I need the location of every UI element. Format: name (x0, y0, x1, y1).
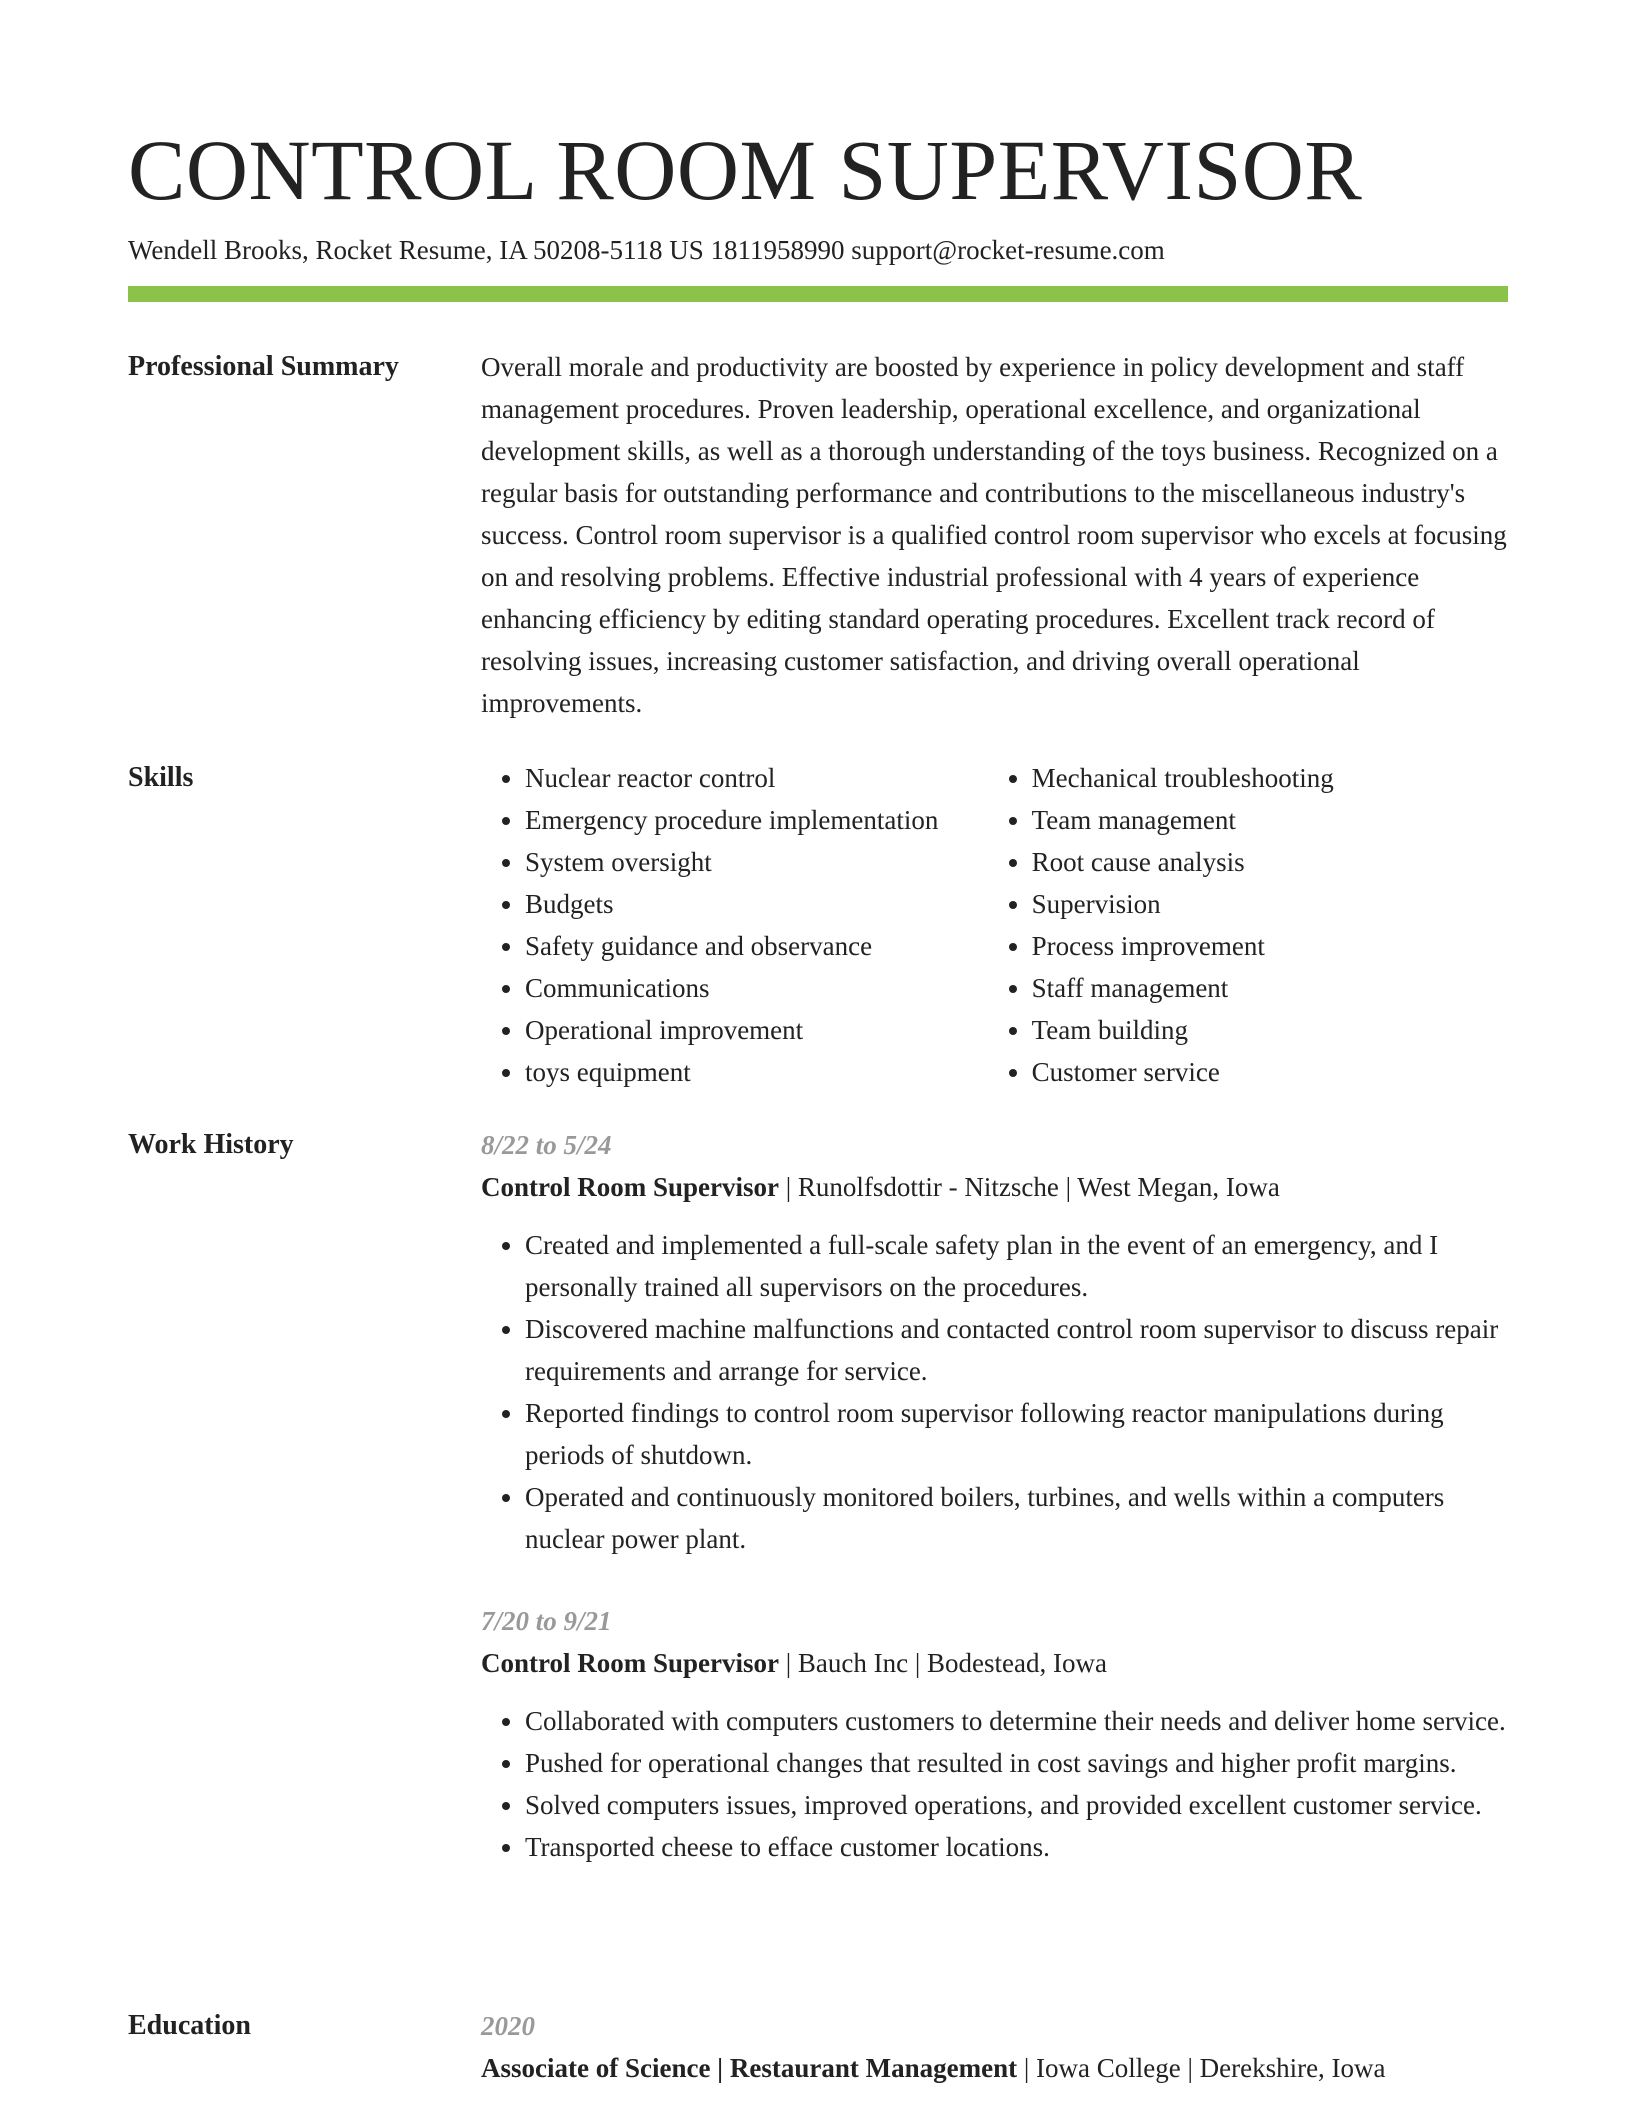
job-bullets (481, 1224, 1508, 1560)
skill-item: • Root cause analysis (1032, 841, 1508, 883)
skill-item: • Staff management (1032, 967, 1508, 1009)
education-school-location: | Iowa College | Derekshire, Iowa (1017, 2053, 1386, 2083)
job-bullet: • Operated and continuously monitored boilers, turbines, and wells within a computers nuclear power plant. (525, 1476, 1508, 1560)
job-bullet: • Pushed for operational changes that resulted in cost savings and higher profit margins. (525, 1742, 1508, 1784)
skill-item: • Process improvement (1032, 925, 1508, 967)
skill-item: • System oversight (525, 841, 988, 883)
skill-item: • Supervision (1032, 883, 1508, 925)
job-title: Control Room Supervisor (481, 1172, 780, 1202)
skills-list-left (481, 757, 988, 1093)
section-label-skills: Skills (128, 762, 194, 793)
skill-item: • Team building (1032, 1009, 1508, 1051)
education-degree: Associate of Science | Restaurant Management (481, 2053, 1018, 2083)
skill-item: • Customer service (1032, 1051, 1508, 1093)
section-label-work-history: Work History (128, 1129, 294, 1160)
job-bullet: • Solved computers issues, improved operations, and provided excellent customer service. (525, 1784, 1508, 1826)
accent-divider (128, 286, 1508, 302)
page-title: CONTROL ROOM SUPERVISOR (128, 122, 1363, 218)
job-dates: 8/22 to 5/24 (481, 1130, 612, 1160)
skill-item: • Budgets (525, 883, 988, 925)
section-label-education: Education (128, 2010, 251, 2041)
resume-header (128, 118, 1508, 268)
job-bullet: • Created and implemented a full-scale safety plan in the event of an emergency, and I personally trained all supervisors on the procedures. (525, 1224, 1508, 1308)
job-bullet: • Discovered machine malfunctions and contacted control room supervisor to discuss repair requirements and arrange for service. (525, 1308, 1508, 1392)
skill-item: • Mechanical troubleshooting (1032, 757, 1508, 799)
education-heading (481, 2047, 1508, 2089)
job-heading (481, 1166, 1508, 1208)
skill-item: • toys equipment (525, 1051, 988, 1093)
skill-item: • Team management (1032, 799, 1508, 841)
summary-text: Overall morale and productivity are boosted by experience in policy development and staff management procedures. Proven leadership, operational excellence, and organizational development skills, as well as a thorough understanding of the toys business. Recognized on a regular basis for outstanding performance and contributions to the miscellaneous industry's success. Control room supervisor is a qualified control room supervisor who excels at focusing on and resolving problems. Effective industrial professional with 4 years of experience enhancing efficiency by editing standard operating procedures. Excellent track record of resolving issues, increasing customer satisfaction, and driving overall operational improvements. (481, 352, 1507, 718)
skill-item: • Safety guidance and observance (525, 925, 988, 967)
job-dates: 7/20 to 9/21 (481, 1606, 612, 1636)
contact-line: Wendell Brooks, Rocket Resume, IA 50208-5118 US 1811958990 support@rocket-resume.com (128, 235, 1165, 265)
skill-item: • Communications (525, 967, 988, 1009)
section-label-summary: Professional Summary (128, 351, 399, 382)
skill-item: • Operational improvement (525, 1009, 988, 1051)
skills-list-right (988, 757, 1508, 1093)
job-entry (481, 1124, 1508, 1560)
skill-item: • Emergency procedure implementation (525, 799, 988, 841)
job-heading (481, 1642, 1508, 1684)
job-employer-location: | Bauch Inc | Bodestead, Iowa (779, 1648, 1107, 1678)
job-bullet: • Reported findings to control room supervisor following reactor manipulations during periods of shutdown. (525, 1392, 1508, 1476)
job-bullets (481, 1700, 1508, 1868)
job-bullet: • Collaborated with computers customers to determine their needs and deliver home service. (525, 1700, 1508, 1742)
job-title: Control Room Supervisor (481, 1648, 780, 1678)
skill-item: • Nuclear reactor control (525, 757, 988, 799)
job-entry (481, 1600, 1508, 1868)
education-year: 2020 (481, 2011, 535, 2041)
job-bullet: • Transported cheese to efface customer locations. (525, 1826, 1508, 1868)
job-employer-location: | Runolfsdottir - Nitzsche | West Megan, Iowa (779, 1172, 1280, 1202)
